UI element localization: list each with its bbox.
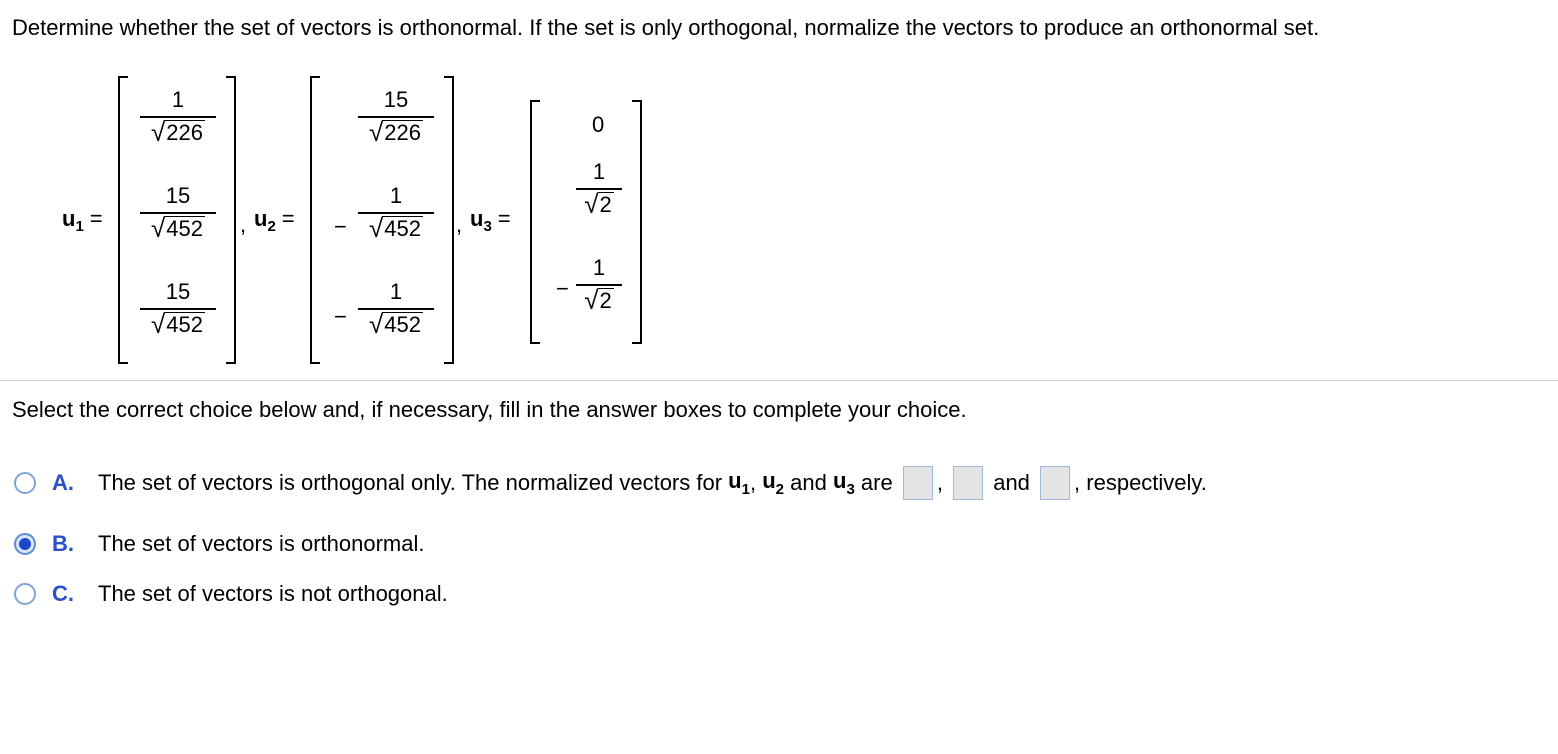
answer-box-3[interactable] (1040, 466, 1070, 500)
vector-u3-entry-3: 1 √ 2 (576, 256, 622, 312)
choice-b-letter: B. (52, 531, 74, 556)
vector-u1-entry-1: 1 √ 226 (140, 88, 216, 144)
vector-label-u3: $u_3$ = (470, 206, 511, 235)
vector-u1-entry-3: 15 √ 452 (140, 280, 216, 336)
choice-a-u1: $u_1$ (728, 468, 750, 498)
choice-a-and-2: and (993, 470, 1030, 495)
choice-a[interactable] (14, 466, 1207, 500)
vector-separator: , (240, 212, 247, 237)
vector-u2-right-bracket (444, 76, 454, 364)
choice-c[interactable] (14, 581, 448, 607)
choice-a-text-before: The set of vectors is orthogonal only. The normalized vectors for (98, 470, 723, 495)
vector-u3-right-bracket (632, 100, 642, 344)
answer-box-1[interactable] (903, 466, 933, 500)
choice-a-letter: A. (52, 470, 74, 495)
choice-a-u3: $u_3$ (832, 468, 855, 498)
radio-c-icon[interactable] (14, 583, 36, 605)
choice-a-u2: $u_2$ (762, 468, 785, 498)
choice-b-text: The set of vectors is orthonormal. (98, 531, 425, 556)
vector-label-u2: $u_2$ = (254, 206, 295, 235)
choice-a-are: are (860, 470, 893, 495)
choice-c-text: The set of vectors is not orthogonal. (98, 581, 448, 606)
vector-separator: , (456, 212, 463, 237)
vector-u2-entry-1: 15 √ 226 (358, 88, 434, 144)
choice-a-text-after: , respectively. (1074, 470, 1207, 495)
vector-u3-entry-3-sign: − (556, 276, 569, 301)
vector-u2-entry-2-sign: − (334, 214, 347, 239)
choice-a-sep: , (749, 470, 757, 495)
vector-u3-entry-1: 0 (592, 112, 605, 137)
vector-u3-left-bracket (530, 100, 540, 344)
choice-a-comma: , (936, 470, 943, 495)
vector-set (0, 0, 700, 380)
radio-a-icon[interactable] (14, 472, 36, 494)
section-divider (0, 380, 1558, 381)
choice-a-text (98, 466, 1207, 500)
vector-u3-entry-2: 1 √ 2 (576, 160, 622, 216)
vector-u1-left-bracket (118, 76, 128, 364)
vector-u1-entry-2: 15 √ 452 (140, 184, 216, 240)
vector-u2-entry-3-sign: − (334, 304, 347, 329)
vector-label-u1: $u_1$ = (62, 206, 103, 235)
vector-u2-entry-3: 1 √ 452 (358, 280, 434, 336)
question-text: Determine whether the set of vectors is orthonormal. If the set is only orthogonal, normalize the vectors to produce an orthonormal set. (12, 15, 1320, 40)
radio-b-selected-icon[interactable] (14, 533, 36, 555)
choice-c-letter: C. (52, 581, 74, 606)
answer-box-2[interactable] (953, 466, 983, 500)
choice-a-and: and (790, 470, 827, 495)
vector-u2-left-bracket (310, 76, 320, 364)
choice-b[interactable] (14, 531, 424, 557)
instruction-text: Select the correct choice below and, if necessary, fill in the answer boxes to complete your choice. (12, 397, 967, 422)
vector-u2-entry-2: 1 √ 452 (358, 184, 434, 240)
vector-u1-right-bracket (226, 76, 236, 364)
